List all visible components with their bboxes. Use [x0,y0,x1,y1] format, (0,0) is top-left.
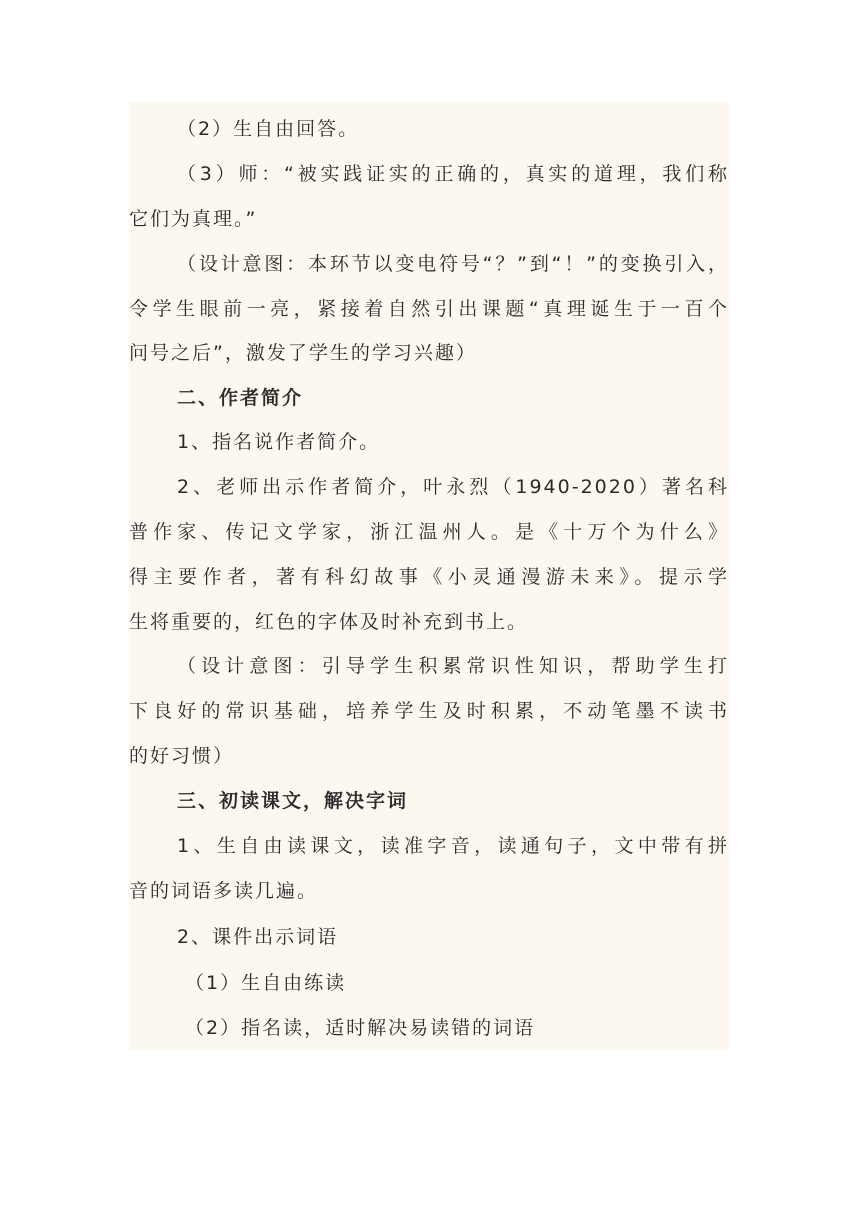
paragraph-line: （设计意图：本环节以变电符号“？”到“！”的变换引入， [177,253,729,275]
paragraph-line: 1、生自由读课文，读准字音，读通句子，文中带有拼 [177,835,729,857]
paragraph-line: （1）生自由练读 [185,972,347,994]
paragraph-line: （3）师：“被实践证实的正确的，真实的道理，我们称 [177,163,729,185]
paragraph-line: 令学生眼前一亮，紧接着自然引出课题“真理诞生于一百个 [129,298,729,320]
paragraph-line: 生将重要的，红色的字体及时补充到书上。 [129,611,529,633]
paragraph-line: 得主要作者，著有科幻故事《小灵通漫游未来》。提示学 [129,566,729,588]
paragraph-line: （设计意图：引导学生积累常识性知识，帮助学生打 [177,655,729,677]
paragraph-line: 它们为真理。” [129,208,258,230]
paragraph-line: 2、课件出示词语 [177,926,339,948]
paragraph-line: 的好习惯） [129,745,235,767]
paragraph-line: 问号之后”，激发了学生的学习兴趣） [129,342,477,364]
section-heading: 三、初读课文，解决字词 [177,790,409,812]
section-heading: 二、作者简介 [177,387,304,409]
paragraph-line: 音的词语多读几遍。 [129,880,319,902]
paragraph-line: 2、老师出示作者简介，叶永烈（1940-2020）著名科 [177,476,729,498]
paragraph-line: 普作家、传记文学家，浙江温州人。是《十万个为什么》 [129,521,729,543]
paragraph-line: 1、指名说作者简介。 [177,431,381,453]
paragraph-line: （2）生自由回答。 [177,118,360,140]
document-page [129,102,729,1050]
paragraph-line: （2）指名读，适时解决易读错的词语 [185,1017,536,1039]
paragraph-line: 下良好的常识基础，培养学生及时积累，不动笔墨不读书 [129,700,729,722]
